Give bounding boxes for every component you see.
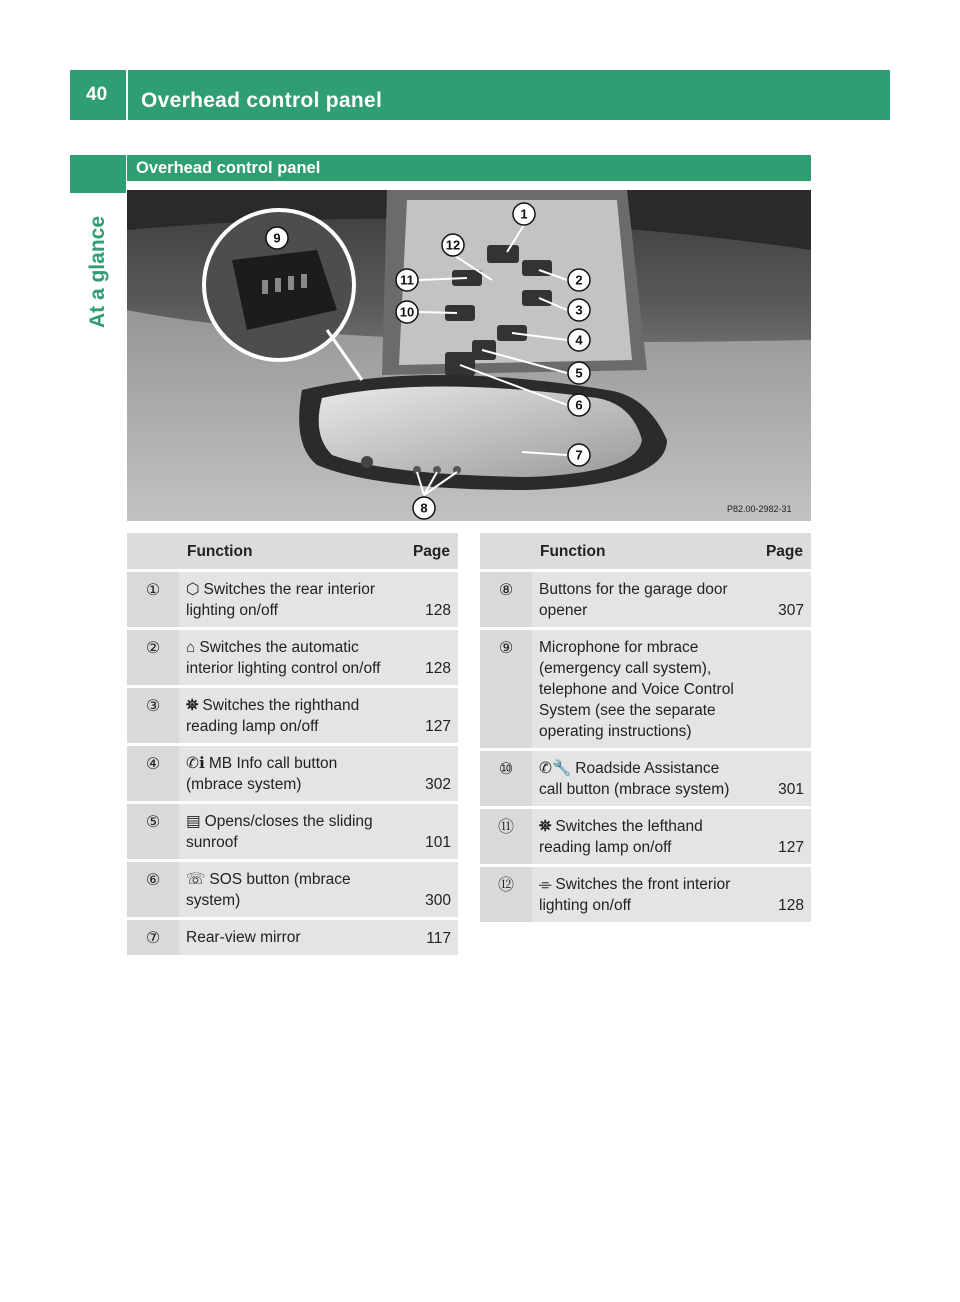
page-reference: 128	[392, 572, 458, 627]
page-reference: 302	[392, 746, 458, 801]
function-text: Switches the righthand reading lamp on/off	[186, 697, 360, 735]
callout-number: 9	[273, 230, 281, 246]
col-header-function: Function	[179, 533, 392, 569]
item-number: ④	[127, 746, 179, 801]
page-reference: 300	[392, 862, 458, 917]
rear-light-button	[487, 245, 519, 263]
page-reference: 117	[392, 920, 458, 955]
figure-code: P82.00-2982-31	[727, 504, 792, 514]
function-text: Switches the lefthand reading lamp on/off	[539, 818, 703, 856]
item-number: ①	[127, 572, 179, 627]
table-row	[127, 688, 458, 743]
callout-number: 5	[575, 365, 583, 381]
table-row	[480, 751, 811, 806]
item-number: ⑩	[480, 751, 532, 806]
item-number: ⑪	[480, 809, 532, 864]
page-reference: 128	[745, 867, 811, 922]
right-reading-button	[522, 290, 552, 306]
col-header-page: Page	[745, 533, 811, 569]
function-text: Rear-view mirror	[186, 929, 301, 946]
sunroof-icon: ▤	[186, 813, 201, 830]
function-description	[532, 572, 745, 627]
function-table-left	[127, 530, 458, 958]
page-reference: 128	[392, 630, 458, 685]
function-description	[532, 809, 745, 864]
col-header-page: Page	[392, 533, 458, 569]
function-table-right	[480, 530, 811, 925]
function-description	[532, 630, 745, 748]
reading-lamp-icon: ⛯	[186, 697, 199, 714]
rear-interior-light-icon: ⬡	[186, 581, 200, 598]
page-reference: 307	[745, 572, 811, 627]
page-reference: 101	[392, 804, 458, 859]
page-reference: 127	[745, 809, 811, 864]
function-text: Switches the automatic interior lighting control on/off	[186, 639, 381, 677]
function-text: SOS button (mbrace system)	[186, 871, 351, 909]
item-number: ③	[127, 688, 179, 743]
table-row	[127, 746, 458, 801]
function-description	[179, 862, 392, 917]
roadside-assistance-icon: ✆🔧	[539, 760, 572, 777]
function-description	[179, 572, 392, 627]
callout-number: 7	[575, 447, 583, 463]
function-text: Microphone for mbrace (emergency call system), telephone and Voice Control System (see the separate operating instructions)	[539, 639, 734, 740]
table-row	[127, 572, 458, 627]
callout-number: 1	[520, 206, 528, 222]
callout-number: 8	[420, 500, 428, 516]
header-divider	[126, 70, 128, 120]
table-row	[127, 630, 458, 685]
function-description	[179, 746, 392, 801]
item-number: ②	[127, 630, 179, 685]
col-header-number	[127, 533, 179, 569]
col-header-number	[480, 533, 532, 569]
item-number: ⑦	[127, 920, 179, 955]
page-reference: 127	[392, 688, 458, 743]
sos-icon: ☏	[186, 871, 206, 888]
function-text: Buttons for the garage door opener	[539, 581, 728, 619]
table-row	[480, 630, 811, 748]
auto-interior-light-icon: ⌂	[186, 639, 196, 656]
item-number: ⑨	[480, 630, 532, 748]
page-reference: 301	[745, 751, 811, 806]
function-text: Opens/closes the sliding sunroof	[186, 813, 373, 851]
sunroof-button	[445, 352, 475, 376]
table-row	[127, 862, 458, 917]
table-row	[480, 867, 811, 922]
callout-number: 2	[575, 272, 583, 288]
function-text: Roadside Assistance call button (mbrace system)	[539, 760, 730, 798]
function-description	[179, 920, 392, 955]
table-row	[127, 804, 458, 859]
info-call-icon: ✆ℹ	[186, 755, 205, 772]
col-header-function: Function	[532, 533, 745, 569]
page-title: Overhead control panel	[141, 89, 383, 112]
function-text: Switches the rear interior lighting on/off	[186, 581, 375, 619]
item-number: ⑫	[480, 867, 532, 922]
reading-lamp-icon: ⛯	[539, 818, 552, 835]
callout-number: 11	[400, 272, 414, 288]
front-interior-light-icon: ⌯	[539, 876, 552, 893]
section-heading: Overhead control panel	[127, 155, 811, 181]
callout-number: 10	[399, 304, 415, 320]
callout-number: 3	[575, 302, 583, 318]
callout-number: 12	[445, 237, 461, 253]
function-description	[179, 688, 392, 743]
table-row	[480, 809, 811, 864]
function-text: MB Info call button (mbrace system)	[186, 755, 338, 793]
function-description	[532, 751, 745, 806]
callout-number: 6	[575, 397, 583, 413]
page-reference	[745, 630, 811, 748]
table-row	[127, 920, 458, 955]
side-tab-marker	[70, 155, 126, 193]
item-number: ⑤	[127, 804, 179, 859]
function-description	[179, 630, 392, 685]
function-description	[179, 804, 392, 859]
overhead-panel-figure	[127, 190, 811, 521]
item-number: ⑧	[480, 572, 532, 627]
chapter-label: At a glance	[86, 215, 109, 329]
callout-number: 4	[575, 332, 583, 348]
item-number: ⑥	[127, 862, 179, 917]
page-number: 40	[86, 84, 108, 105]
table-row	[480, 572, 811, 627]
function-description	[532, 867, 745, 922]
function-text: Switches the front interior lighting on/off	[539, 876, 731, 914]
